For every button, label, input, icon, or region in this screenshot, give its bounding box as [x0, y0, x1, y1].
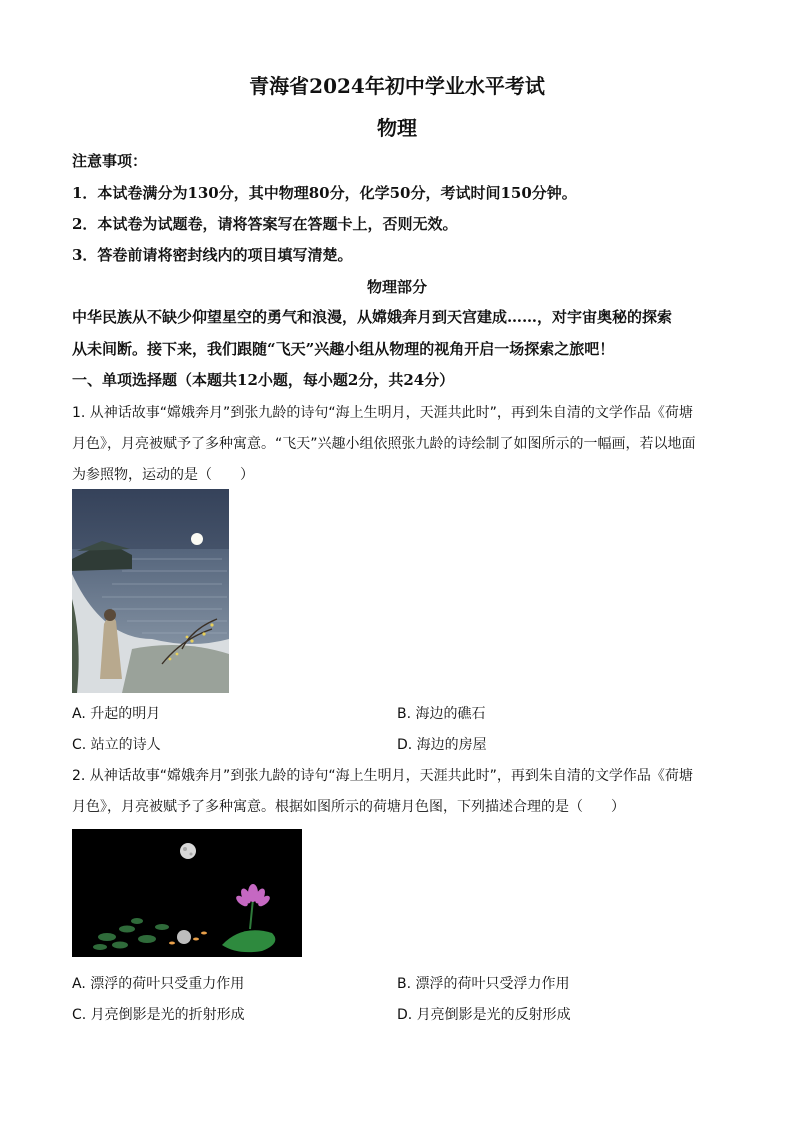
- notice-heading: 注意事项：: [72, 152, 148, 170]
- notice-item: 1．本试卷满分为130分，其中物理80分，化学50分，考试时间150分钟。: [72, 184, 577, 202]
- illustration-svg: [72, 829, 302, 957]
- question-text: 月色》，月亮被赋予了多种寓意。根据如图所示的荷塘月色图，下列描述合理的是（ ）: [72, 799, 625, 815]
- question-text: 1. 从神话故事“嫦娥奔月”到张九龄的诗句“海上生明月，天涯共此时”，再到朱自清的文学作品《荷塘: [72, 405, 693, 421]
- question-text: 月色》，月亮被赋予了多种寓意。“飞天”兴趣小组依照张九龄的诗绘制了如图所示的一幅画，若以地面: [72, 436, 696, 452]
- question-text: 为参照物，运动的是（ ）: [72, 467, 254, 483]
- lotus-pond-moonlight-illustration: [72, 829, 302, 957]
- option-b: B. 漂浮的荷叶只受浮力作用: [397, 976, 570, 992]
- option-d: D. 月亮倒影是光的反射形成: [397, 1007, 571, 1023]
- option-a: A. 漂浮的荷叶只受重力作用: [72, 976, 245, 992]
- section-intro: 从未间断。接下来，我们跟随“飞天”兴趣小组从物理的视角开启一场探索之旅吧！: [72, 340, 615, 358]
- option-c: C. 月亮倒影是光的折射形成: [72, 1007, 245, 1023]
- option-d: D. 海边的房屋: [397, 737, 487, 753]
- exam-title: 青海省2024年初中学业水平考试: [249, 74, 545, 98]
- notice-item: 3．答卷前请将密封线内的项目填写清楚。: [72, 246, 353, 264]
- section-intro: 中华民族从不缺少仰望星空的勇气和浪漫，从嫦娥奔月到天宫建成……，对宇宙奥秘的探索: [72, 308, 673, 326]
- option-a: A. 升起的明月: [72, 706, 161, 722]
- notice-item: 2．本试卷为试题卷，请将答案写在答题卡上，否则无效。: [72, 215, 458, 233]
- part-title: 一、单项选择题（本题共12小题，每小题2分，共24分）: [72, 371, 455, 389]
- subject-title: 物理: [377, 116, 417, 140]
- option-b: B. 海边的礁石: [397, 706, 486, 722]
- question-text: 2. 从神话故事“嫦娥奔月”到张九龄的诗句“海上生明月，天涯共此时”，再到朱自清的文学作品《荷塘: [72, 768, 693, 784]
- option-c: C. 站立的诗人: [72, 737, 161, 753]
- illustration-svg: [72, 489, 229, 693]
- moon-sea-poet-illustration: [72, 489, 229, 693]
- section-heading: 物理部分: [366, 278, 427, 296]
